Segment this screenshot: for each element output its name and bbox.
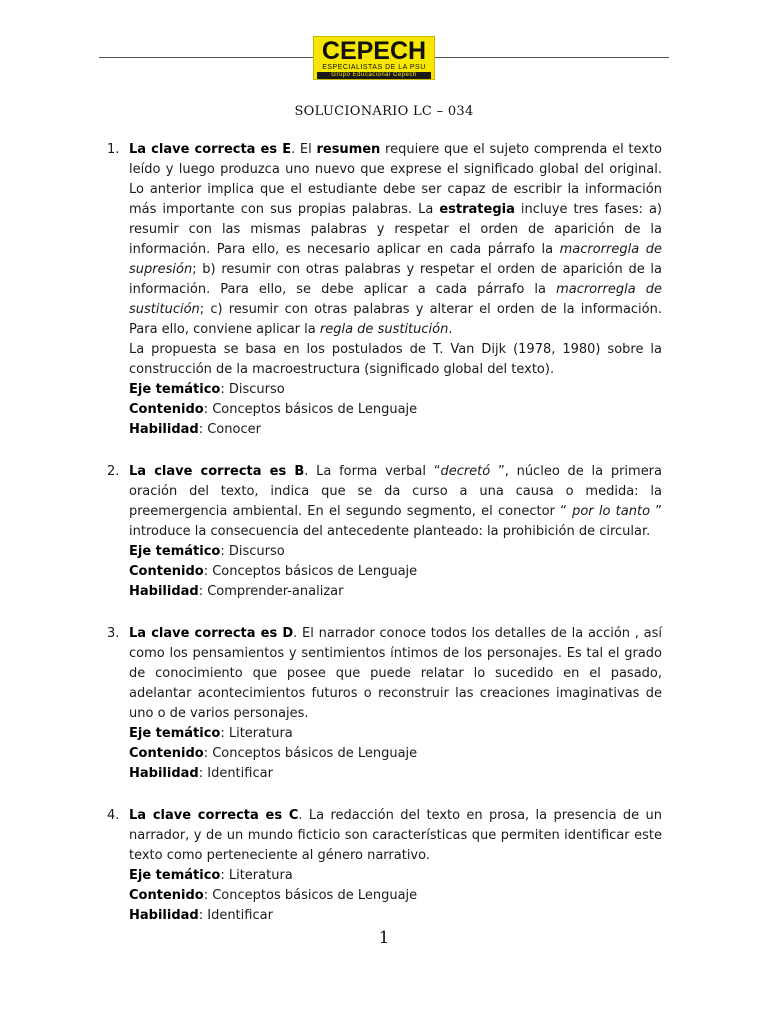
text-run: . El narrador conoce todos los detalles de la acción , así como los pensamientos y sentimientos íntimos de los personajes. Es tal el grado de conocimiento que posee que puede relatar lo sucedido en el pasado, adelantar acontecimientos futuros o reconstruir las creaciones imaginativas de uno o de varios personajes. xyxy=(129,626,662,721)
eje-value: : Literatura xyxy=(220,726,293,741)
text-run: . El xyxy=(291,142,317,157)
habilidad-label: Habilidad xyxy=(129,766,199,781)
contenido-value: : Conceptos básicos de Lenguaje xyxy=(203,888,418,903)
answer-item-4 xyxy=(107,806,662,926)
text-run: ; b) resumir con otras palabras y respetar el orden de aparición de la información. Para ello, se debe aplicar a cada párrafo la xyxy=(129,262,662,297)
contenido xyxy=(129,562,662,582)
text-run: incluye tres fases: a) resumir con las mismas palabras y respetar el orden de aparición de la información. Para ello, es necesario aplicar en cada párrafo la xyxy=(129,202,662,257)
item-number: 3. xyxy=(107,626,120,641)
answer-list xyxy=(107,140,662,948)
habilidad xyxy=(129,420,662,440)
eje-value: : Literatura xyxy=(220,868,293,883)
contenido-label: Contenido xyxy=(129,564,204,579)
text-run: . La forma verbal “ xyxy=(304,464,441,479)
contenido-value: : Conceptos básicos de Lenguaje xyxy=(203,402,418,417)
eje-label: Eje temático xyxy=(129,868,221,883)
contenido-value: : Conceptos básicos de Lenguaje xyxy=(203,746,418,761)
habilidad-label: Habilidad xyxy=(129,908,199,923)
page-number: 1 xyxy=(378,928,390,948)
eje-label: Eje temático xyxy=(129,382,221,397)
text-run: . La redacción del texto en prosa, la presencia de un narrador, y de un mundo ficticio son características que permiten identificar este texto como perteneciente al género narrativo. xyxy=(129,808,662,863)
term-por-lo-tanto: por lo tanto xyxy=(572,504,651,519)
contenido-label: Contenido xyxy=(129,888,204,903)
eje-tematico xyxy=(129,542,662,562)
document-title: SOLUCIONARIO LC – 034 xyxy=(294,104,474,119)
habilidad-value: : Conocer xyxy=(198,422,261,437)
item-number: 4. xyxy=(107,808,120,823)
habilidad-label: Habilidad xyxy=(129,584,199,599)
eje-value: : Discurso xyxy=(220,382,285,397)
eje-tematico xyxy=(129,866,662,886)
answer-item-1 xyxy=(107,140,662,440)
item-explanation xyxy=(129,140,662,340)
item-explanation xyxy=(129,624,662,724)
item-explanation xyxy=(129,806,662,866)
eje-tematico xyxy=(129,724,662,744)
cepech-logo xyxy=(313,36,435,80)
text-run: ” introduce la consecuencia del antecedente planteado: la prohibición de circular. xyxy=(129,504,663,539)
term-macrorregla-supresion: macrorregla de supresión xyxy=(129,242,662,277)
term-resumen: resumen xyxy=(316,142,381,157)
habilidad-label: Habilidad xyxy=(129,422,199,437)
item-number: 2. xyxy=(107,464,120,479)
text-run: ”, núcleo de la primera oración del texto, indica que se da curso a una causa o medida: la preemergencia ambiental. En el segundo segmento, el conector “ xyxy=(129,464,662,519)
term-decreto: decretó xyxy=(440,464,491,479)
item-explanation xyxy=(129,462,662,542)
contenido xyxy=(129,886,662,906)
habilidad xyxy=(129,906,662,926)
eje-label: Eje temático xyxy=(129,726,221,741)
answer-label: La clave correcta es E xyxy=(129,142,292,157)
contenido-label: Contenido xyxy=(129,746,204,761)
eje-value: : Discurso xyxy=(220,544,285,559)
term-regla-sustitucion: regla de sustitución xyxy=(319,322,449,337)
eje-label: Eje temático xyxy=(129,544,221,559)
contenido-value: : Conceptos básicos de Lenguaje xyxy=(203,564,418,579)
term-macrorregla-sustitucion: macrorregla de sustitución xyxy=(129,282,662,317)
habilidad-value: : Comprender-analizar xyxy=(198,584,344,599)
logo-brand-text: CEPECH xyxy=(321,37,427,65)
contenido xyxy=(129,400,662,420)
contenido-label: Contenido xyxy=(129,402,204,417)
logo-group-text: Grupo Educacional Cepech xyxy=(317,72,431,79)
answer-item-2 xyxy=(107,462,662,602)
logo-tagline: ESPECIALISTAS DE LA PSU xyxy=(322,64,426,71)
contenido xyxy=(129,744,662,764)
habilidad xyxy=(129,764,662,784)
answer-item-3 xyxy=(107,624,662,784)
item-number: 1. xyxy=(107,142,120,157)
answer-label: La clave correcta es D xyxy=(129,626,294,641)
habilidad-value: : Identificar xyxy=(198,908,273,923)
text-run: requiere que el sujeto comprenda el texto leído y luego produzca uno nuevo que exprese el significado global del original. Lo anterior implica que el estudiante debe ser capaz de escribir la información más importante con sus propias palabras. La xyxy=(129,142,662,217)
text-run: ; c) resumir con otras palabras y alterar el orden de la información. Para ello, conviene aplicar la xyxy=(129,302,662,337)
text-run: . xyxy=(448,322,453,337)
habilidad-value: : Identificar xyxy=(198,766,273,781)
eje-tematico xyxy=(129,380,662,400)
answer-label: La clave correcta es B xyxy=(129,464,305,479)
item-explanation-2: La propuesta se basa en los postulados de T. Van Dijk (1978, 1980) sobre la construcción de la macroestructura (significado global del texto). xyxy=(129,342,662,377)
habilidad xyxy=(129,582,662,602)
answer-label: La clave correcta es C xyxy=(129,808,299,823)
term-estrategia: estrategia xyxy=(439,202,515,217)
